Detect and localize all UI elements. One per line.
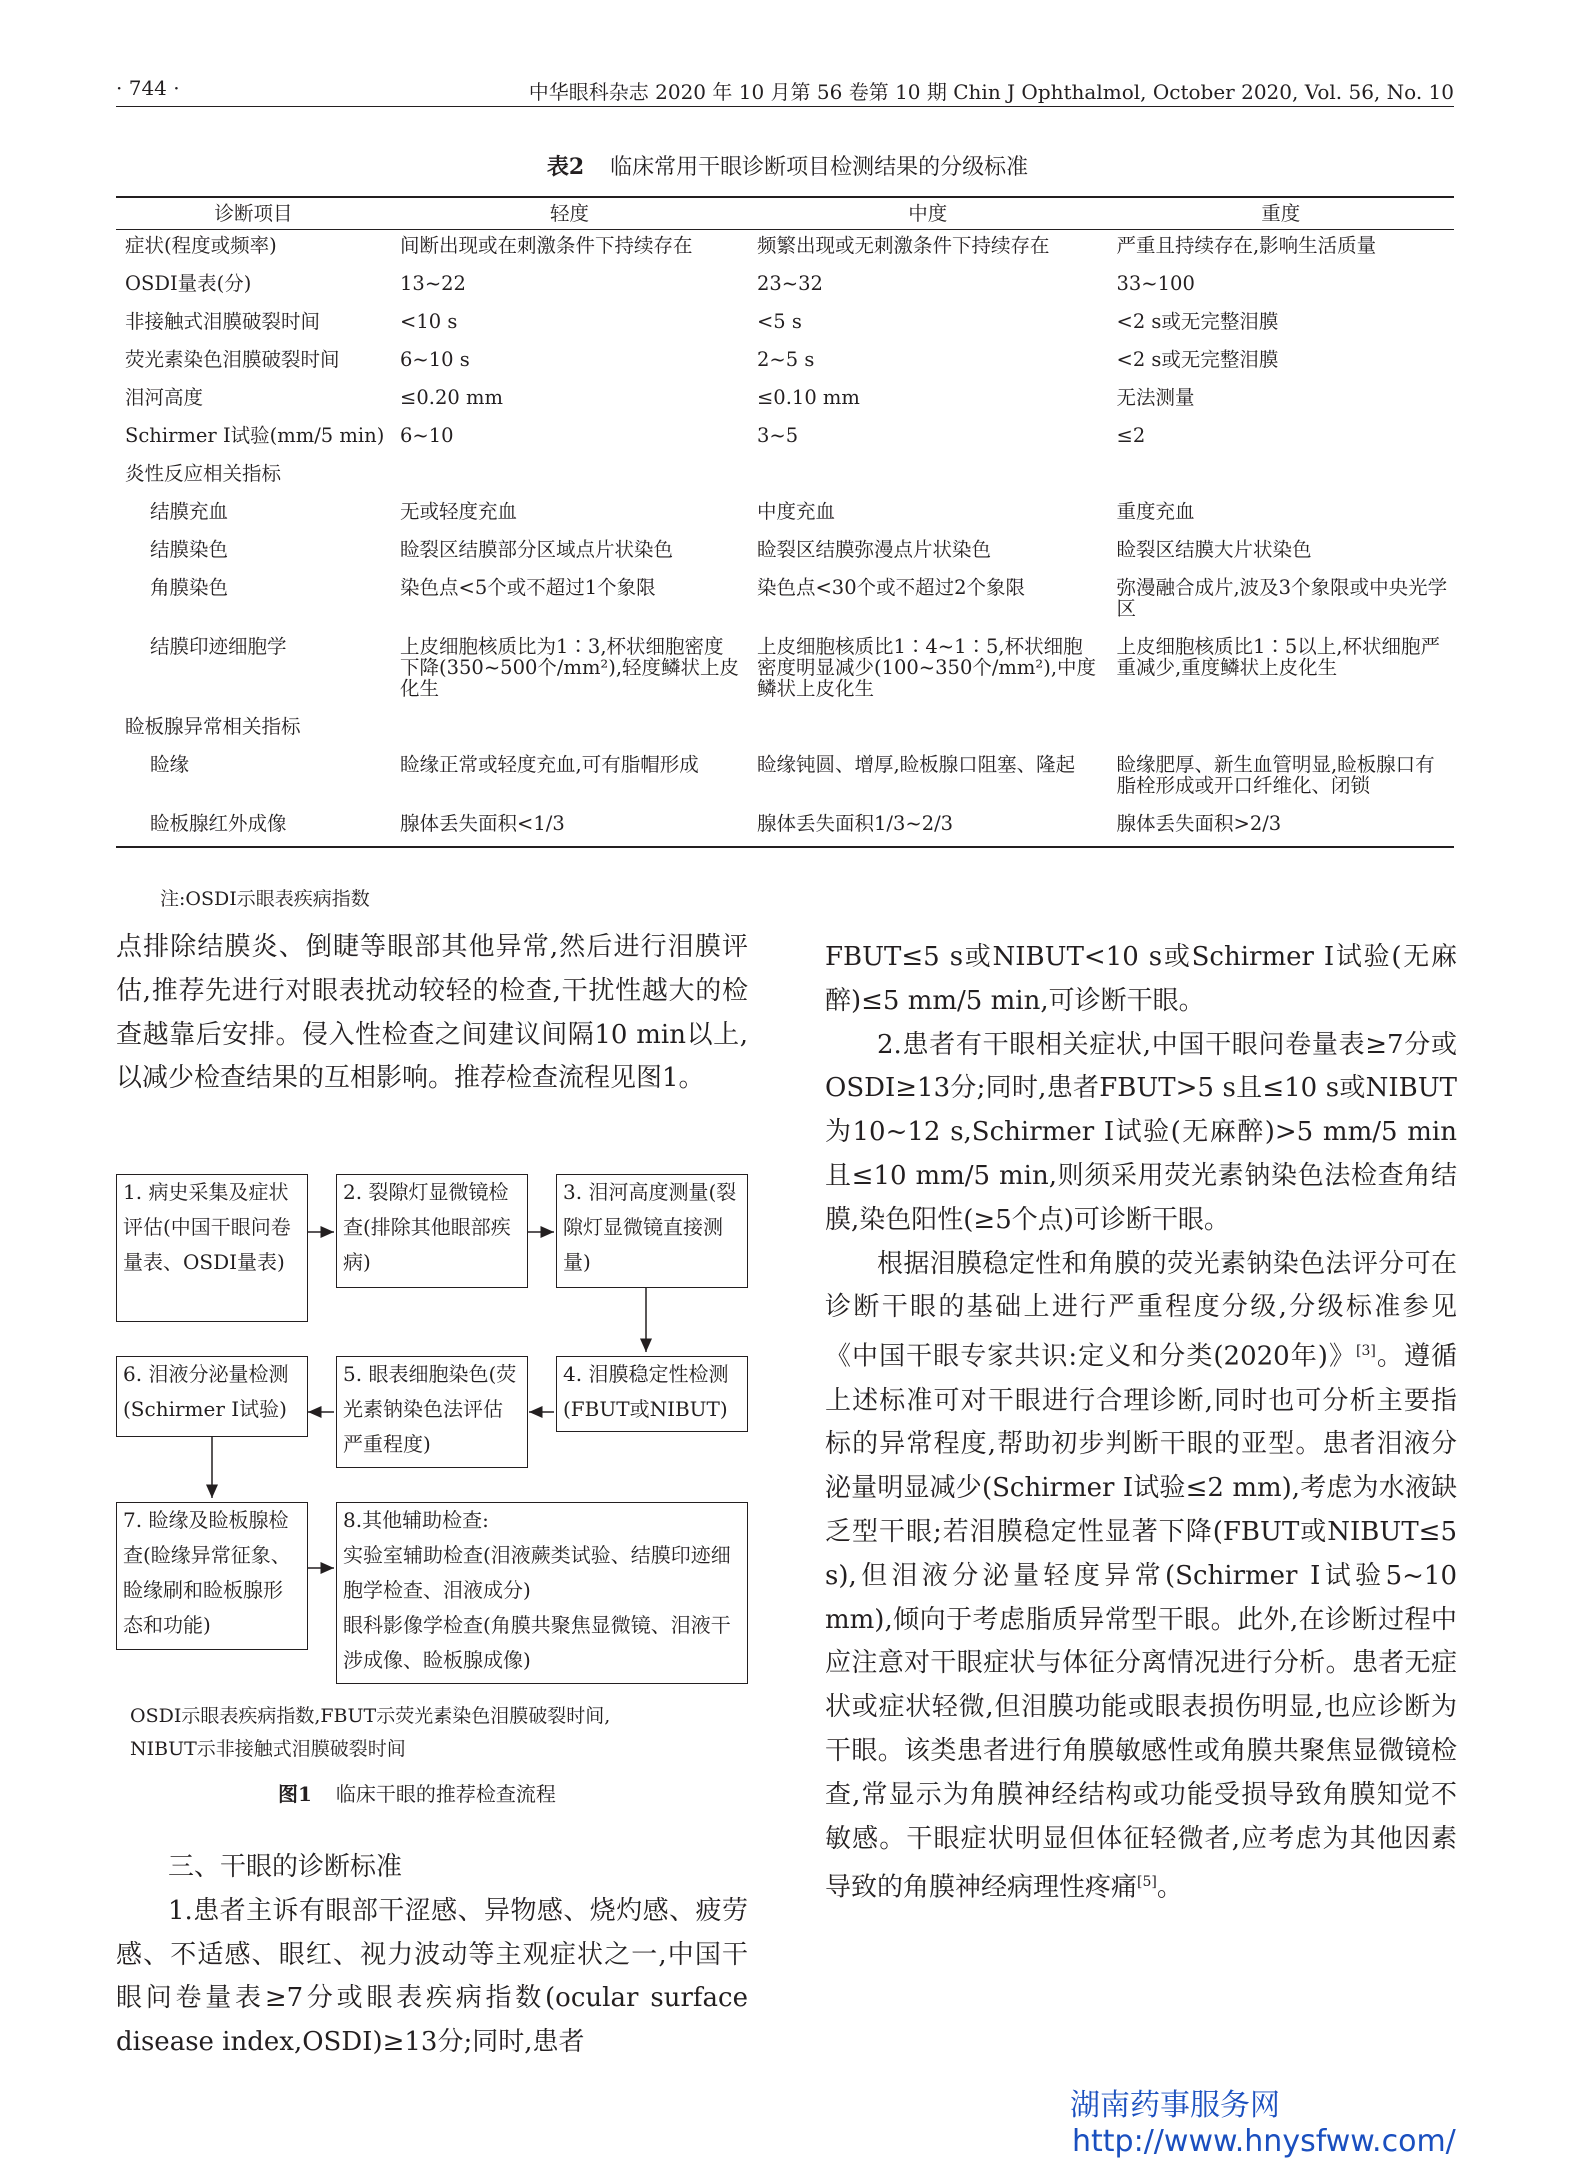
table-header-cell: 诊断项目 — [116, 197, 391, 230]
table-cell: <10 s — [400, 310, 458, 333]
table-cell: 严重且持续存在,影响生活质量 — [1116, 234, 1377, 257]
table-group-label: 炎性反应相关指标 — [125, 462, 282, 485]
reference-3: [3] — [1356, 1343, 1376, 1360]
watermark-url[interactable]: http://www.hnysfww.com/ — [1072, 2124, 1456, 2159]
table-cell: 睑缘 — [150, 753, 190, 776]
table-cell: 上皮细胞核质比为1∶3,杯状细胞密度下降(350~500个/mm²),轻度鳞状上皮化生 — [400, 635, 740, 700]
table-cell: 睑板腺红外成像 — [116, 808, 391, 847]
table-cell: 睑裂区结膜部分区域点片状染色 — [400, 538, 674, 561]
reference-5: [5] — [1137, 1874, 1157, 1891]
table-cell: 非接触式泪膜破裂时间 — [125, 310, 321, 333]
body-paragraph: 点排除结膜炎、倒睫等眼部其他异常,然后进行泪膜评估,推荐先进行对眼表扰动较轻的检查,干扰性越大的检查越靠后安排。侵入性检查之间建议间隔10 min以上,以减少检查结果的互相影响。推荐检查流程见图1。 — [116, 932, 748, 1094]
table-cell: ≤2 — [1116, 424, 1146, 447]
figure-note-line: OSDI示眼表疾病指数,FBUT示荧光素染色泪膜破裂时间, — [130, 1705, 611, 1727]
table-cell: 33~100 — [1116, 272, 1195, 295]
table-cell: 睑缘肥厚、新生血管明显,睑板腺口有脂栓形成或开口纤维化、闭锁 — [1116, 753, 1435, 797]
paragraph-text: 。 — [1156, 1873, 1183, 1904]
flow-step-5: 5. 眼表细胞染色(荧光素钠染色法评估严重程度) — [336, 1356, 528, 1468]
table-cell: 泪河高度 — [125, 386, 204, 409]
body-paragraph: 1.患者主诉有眼部干涩感、异物感、烧灼感、疲劳感、不适感、眼红、视力波动等主观症状之一,中国干眼问卷量表≥7分或眼表疾病指数(ocular surface disease index,OSDI)≥13分;同时,患者 — [116, 1895, 748, 2058]
table-group-label: 睑板腺异常相关指标 — [125, 715, 301, 738]
table-cell: <2 s或无完整泪膜 — [1116, 348, 1279, 371]
table-cell: 角膜染色 — [150, 576, 229, 599]
table-cell: 23~32 — [756, 272, 823, 295]
table-cell: 睑裂区结膜弥漫点片状染色 — [756, 538, 991, 561]
left-column-bottom — [116, 1846, 748, 2065]
table-cell: 6~10 s — [400, 348, 470, 371]
table-header-cell: 轻度 — [391, 197, 748, 230]
flow-step-2: 2. 裂隙灯显微镜检查(排除其他眼部疾病) — [336, 1174, 528, 1288]
table-cell: 睑缘正常或轻度充血,可有脂帽形成 — [400, 753, 699, 776]
flow-step-4: 4. 泪膜稳定性检测(FBUT或NIBUT) — [556, 1356, 748, 1432]
paragraph-text: 。遵循上述标准可对干眼进行合理诊断,同时也可分析主要指标的异常程度,帮助初步判断干眼的亚型。患者泪液分泌量明显减少(Schirmer Ⅰ试验≤2 mm),考虑为水液缺乏型干眼;若泪膜稳定性显著下降(FBUT或NIBUT≤5 s),但泪液分泌量轻度异常(Schirmer Ⅰ试验5~10 mm),倾向于考虑脂质异常型干眼。此外,在诊断过程中应注意对干眼症状与体征分离情况进行分析。患者无症状或症状轻微,但泪膜功能或眼表损伤明显,也应诊断为干眼。该类患者进行角膜敏感性或角膜共聚焦显微镜检查,常显示为角膜神经结构或功能受损导致角膜知觉不敏感。干眼症状明显但体征轻微者,应考虑为其他因素导致的角膜神经病理性疼痛 — [825, 1341, 1457, 1904]
table-title: 临床常用干眼诊断项目检测结果的分级标准 — [610, 155, 1029, 180]
flow-step-6: 6. 泪液分泌量检测(Schirmer Ⅰ试验) — [116, 1356, 308, 1437]
body-paragraph — [825, 1243, 1457, 1911]
table-cell: 重度充血 — [1116, 500, 1195, 523]
table-cell: 上皮细胞核质比1∶5以上,杯状细胞严重减少,重度鳞状上皮化生 — [1116, 635, 1440, 679]
right-column — [825, 936, 1457, 1911]
table-label: 表2 — [546, 154, 585, 180]
figure-label: 图1 — [278, 1782, 312, 1806]
table-cell: 睑缘钝圆、增厚,睑板腺口阻塞、隆起 — [756, 753, 1076, 776]
table-cell: ≤0.10 mm — [756, 386, 860, 409]
body-paragraph: FBUT≤5 s或NIBUT<10 s或Schirmer Ⅰ试验(无麻醉)≤5 mm/5 min,可诊断干眼。 — [825, 942, 1457, 1016]
table-cell: 2~5 s — [756, 348, 815, 371]
table-cell: 13~22 — [400, 272, 466, 295]
table-note: 注:OSDI示眼表疾病指数 — [160, 888, 370, 910]
table-cell: 腺体丢失面积<1/3 — [391, 808, 748, 847]
flow-step-7: 7. 睑缘及睑板腺检查(睑缘异常征象、睑缘刷和睑板腺形态和功能) — [116, 1502, 308, 1650]
flow-step-8-lab: 实验室辅助检查(泪液蕨类试验、结膜印迹细胞学检查、泪液成分) — [343, 1543, 731, 1602]
table-cell: 结膜染色 — [150, 538, 229, 561]
figure-title: 临床干眼的推荐检查流程 — [335, 1782, 556, 1806]
flow-step-8-imaging: 眼科影像学检查(角膜共聚焦显微镜、泪液干涉成像、睑板腺成像) — [343, 1613, 731, 1672]
table-cell: OSDI量表(分) — [125, 272, 252, 295]
table-cell: 中度充血 — [756, 500, 835, 523]
table-cell: 无或轻度充血 — [400, 500, 518, 523]
paragraph-text: 根据泪膜稳定性和角膜的荧光素钠染色法评分可在诊断干眼的基础上进行严重程度分级,分级标准参见《中国干眼专家共识:定义和分类(2020年)》 — [825, 1248, 1457, 1372]
journal-citation: 中华眼科杂志 2020 年 10 月第 56 卷第 10 期 Chin J Ophthalmol, October 2020, Vol. 56, No. 10 — [528, 80, 1454, 104]
table-cell: 上皮细胞核质比1∶4~1∶5,杯状细胞密度明显减少(100~350个/mm²),中度鳞状上皮化生 — [756, 635, 1097, 700]
flow-step-1: 1. 病史采集及症状评估(中国干眼问卷量表、OSDI量表) — [116, 1174, 308, 1322]
table-cell: <2 s或无完整泪膜 — [1116, 310, 1279, 333]
figure-note-line: NIBUT示非接触式泪膜破裂时间 — [130, 1738, 406, 1760]
table-cell: 症状(程度或频率) — [125, 234, 277, 257]
flow-step-8-title: 8.其他辅助检查: — [343, 1508, 489, 1532]
table-cell: 结膜充血 — [150, 500, 229, 523]
table-cell: 3~5 — [756, 424, 799, 447]
table-cell: 弥漫融合成片,波及3个象限或中央光学区 — [1116, 576, 1448, 620]
table-cell: 染色点<5个或不超过1个象限 — [400, 576, 656, 599]
table-cell: 结膜印迹细胞学 — [150, 635, 287, 658]
page-number: · 744 · — [116, 76, 180, 100]
table-cell: Schirmer Ⅰ试验(mm/5 min) — [125, 424, 385, 447]
watermark-name: 湖南药事服务网 — [1070, 2088, 1280, 2123]
table-cell: 睑裂区结膜大片状染色 — [1116, 538, 1312, 561]
table-header-cell: 中度 — [748, 197, 1108, 230]
flow-step-3: 3. 泪河高度测量(裂隙灯显微镜直接测量) — [556, 1174, 748, 1288]
table-cell: 腺体丢失面积>2/3 — [1107, 808, 1454, 847]
table-header-cell: 重度 — [1107, 197, 1454, 230]
table-cell: ≤0.20 mm — [400, 386, 503, 409]
table-cell: 荧光素染色泪膜破裂时间 — [125, 348, 340, 371]
table-cell: 腺体丢失面积1/3~2/3 — [748, 808, 1108, 847]
table-cell: 无法测量 — [1116, 386, 1195, 409]
table-cell: <5 s — [756, 310, 802, 333]
table-cell: 频繁出现或无刺激条件下持续存在 — [756, 234, 1050, 257]
flow-step-8 — [336, 1502, 748, 1684]
table-cell: 染色点<30个或不超过2个象限 — [756, 576, 1026, 599]
table-cell: 6~10 — [400, 424, 454, 447]
body-paragraph: 2.患者有干眼相关症状,中国干眼问卷量表≥7分或OSDI≥13分;同时,患者FBUT>5 s且≤10 s或NIBUT为10~12 s,Schirmer Ⅰ试验(无麻醉)>5 mm/5 min且≤10 mm/5 min,则须采用荧光素钠染色法检查角结膜,染色阳性(≥5个点)可诊断干眼。 — [825, 1029, 1457, 1235]
table-cell: 间断出现或在刺激条件下持续存在 — [400, 234, 693, 257]
section-heading: 三、干眼的诊断标准 — [168, 1852, 403, 1882]
figure-note — [130, 1700, 610, 1766]
figure-caption — [278, 1778, 556, 1807]
